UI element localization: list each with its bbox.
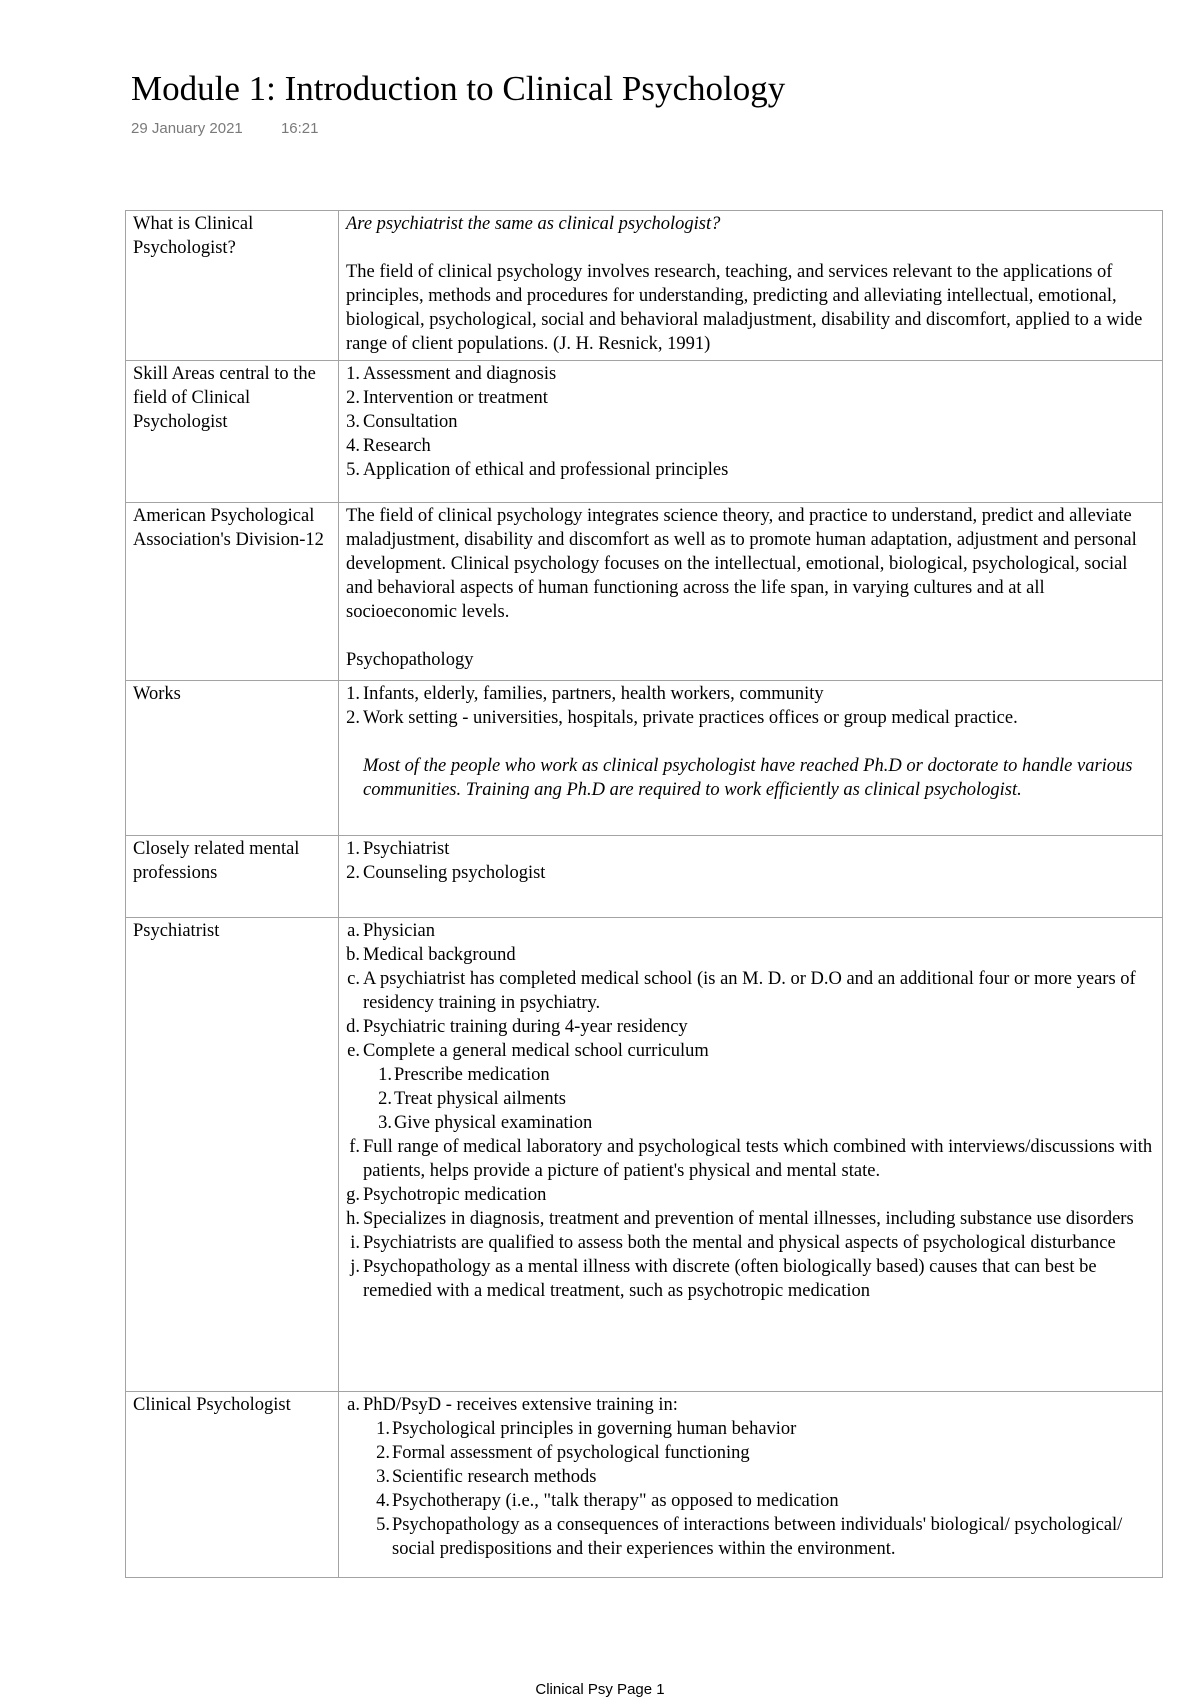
row-label: American Psychological Association's Division-12 <box>126 503 339 681</box>
list-item: a. Physician <box>347 921 435 941</box>
row-content <box>339 211 1163 361</box>
row-label: Skill Areas central to the field of Clinical Psychologist <box>126 361 339 503</box>
table-row <box>126 681 1163 836</box>
page-footer: Clinical Psy Page 1 <box>535 1681 665 1698</box>
list-item: 3. Scientific research methods <box>376 1467 597 1487</box>
list-item: h. Specializes in diagnosis, treatment and prevention of mental illnesses, including substance use disorders <box>346 1209 1134 1229</box>
list-item: 5. Application of ethical and professional principles <box>346 460 729 480</box>
clinical-list <box>346 1393 1155 1417</box>
list-item: 1. Psychological principles in governing human behavior <box>376 1419 797 1439</box>
list-item: 1. Prescribe medication <box>378 1065 550 1085</box>
list-item: 2. Work setting - universities, hospitals, private practices offices or group medical practice. <box>346 708 1018 728</box>
list-item: d. Psychiatric training during 4-year residency <box>346 1017 688 1037</box>
row-content <box>339 918 1163 1392</box>
page-meta <box>131 120 318 137</box>
list-item: 1. Assessment and diagnosis <box>346 364 557 384</box>
table-row <box>126 1392 1163 1578</box>
table-row <box>126 836 1163 918</box>
apa-extra: Psychopathology <box>346 650 474 670</box>
works-list <box>346 682 1155 730</box>
psychiatrist-list-cont <box>346 1135 1155 1303</box>
list-item: 5. Psychopathology as a consequences of interactions between individuals' biological/ psychological/ social predispositions and their experiences within the environment. <box>376 1515 1123 1559</box>
apa-text: The field of clinical psychology integrates science theory, and practice to understand, predict and alleviate maladjustment, disability and discomfort as well as to promote human adaptation, adjustment and personal development. Clinical psychology focuses on the intellectual, emotional, biological, psychological, social and behavioral aspects of human functioning across the life span, in varying cultures and at all socioeconomic levels. <box>346 506 1137 622</box>
list-item: 3. Give physical examination <box>378 1113 593 1133</box>
list-item: 2. Treat physical ailments <box>378 1089 566 1109</box>
row-label: Psychiatrist <box>126 918 339 1392</box>
training-sublist <box>346 1417 1155 1561</box>
list-item: f. Full range of medical laboratory and psychological tests which combined with interviews/discussions with patients, helps provide a picture of patient's physical and mental state. <box>349 1137 1153 1181</box>
table-row <box>126 918 1163 1392</box>
list-item: i. Psychiatrists are qualified to assess both the mental and physical aspects of psychological disturbance <box>350 1233 1116 1253</box>
list-item: 2. Counseling psychologist <box>346 863 546 883</box>
curriculum-sublist <box>346 1063 1155 1135</box>
list-item: a. PhD/PsyD - receives extensive training in: <box>347 1395 678 1415</box>
row-label: Clinical Psychologist <box>126 1392 339 1578</box>
page-time: 16:21 <box>280 120 319 137</box>
row-content <box>339 836 1163 918</box>
notes-table <box>125 210 1163 1578</box>
table-row <box>126 361 1163 503</box>
list-item: c. A psychiatrist has completed medical school (is an M. D. or D.O and an additional four or more years of residency training in psychiatry. <box>347 969 1136 1013</box>
table-row <box>126 211 1163 361</box>
list-item: g. Psychotropic medication <box>346 1185 547 1205</box>
psychiatrist-list <box>346 919 1155 1063</box>
works-note: Most of the people who work as clinical psychologist have reached Ph.D or doctorate to handle various communities. Training ang Ph.D are required to work efficiently as clinical psychologist. <box>363 756 1133 800</box>
page-date: 29 January 2021 <box>131 120 243 137</box>
row-label: Closely related mental professions <box>126 836 339 918</box>
list-item: 2. Intervention or treatment <box>346 388 548 408</box>
skill-list <box>346 362 1155 482</box>
list-item: 1. Psychiatrist <box>346 839 450 859</box>
definition-text: The field of clinical psychology involves research, teaching, and services relevant to the applications of principles, methods and procedures for understanding, predicting and alleviating intellectual, emotional, biological, psychological, social and behavioral maladjustment, disability and discomfort, applied to a wide range of client populations. (J. H. Resnick, 1991) <box>346 262 1143 354</box>
list-item: 1. Infants, elderly, families, partners, health workers, community <box>346 684 824 704</box>
row-label: Works <box>126 681 339 836</box>
list-item: b. Medical background <box>346 945 516 965</box>
list-item: 2. Formal assessment of psychological functioning <box>376 1443 750 1463</box>
row-content <box>339 503 1163 681</box>
page-title: Module 1: Introduction to Clinical Psychology <box>131 69 786 108</box>
list-item: e. Complete a general medical school curriculum <box>347 1041 709 1061</box>
row-content <box>339 361 1163 503</box>
list-item: 3. Consultation <box>346 412 458 432</box>
row-label: What is Clinical Psychologist? <box>126 211 339 361</box>
row-content <box>339 1392 1163 1578</box>
list-item: 4. Research <box>346 436 431 456</box>
row-content <box>339 681 1163 836</box>
list-item: 4. Psychotherapy (i.e., "talk therapy" as opposed to medication <box>376 1491 839 1511</box>
question-text: Are psychiatrist the same as clinical psychologist? <box>346 214 721 234</box>
list-item: j. Psychopathology as a mental illness with discrete (often biologically based) causes that can best be remedied with a medical treatment, such as psychotropic medication <box>350 1257 1097 1301</box>
professions-list <box>346 837 1155 885</box>
table-row <box>126 503 1163 681</box>
